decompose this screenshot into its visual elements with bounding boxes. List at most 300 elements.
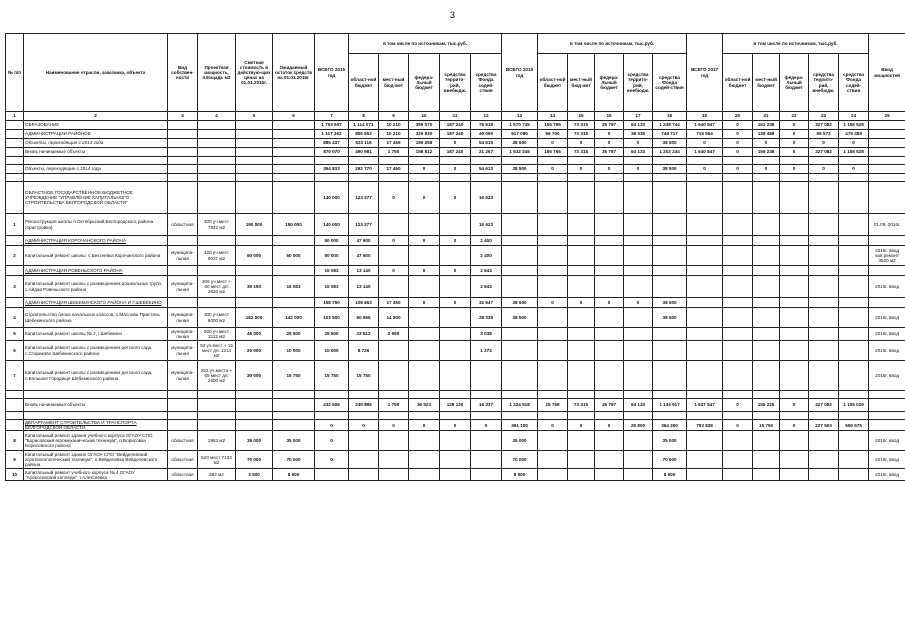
value-cell: 0 [595, 165, 624, 174]
value-cell [687, 469, 723, 481]
value-cell [440, 341, 471, 361]
value-cell: 14 500 [379, 308, 409, 328]
row-name-cell: ОБЛАСТНОЕ ГОСУДАРСТВЕННОЕ БЮДЖЕТНОЕ УЧРЕЖДЕНИЕ "УПРАВЛЕНИЕ КАПИТАЛЬНОГО СТРОИТЕЛЬСТВА БЕЛГОРОДСКОЙ ОБЛАСТИ" [24, 182, 168, 214]
row-number-cell: 8 [6, 431, 24, 451]
value-cell [471, 361, 502, 391]
value-cell: 0 [595, 130, 624, 139]
section-row [6, 130, 905, 139]
value-cell [568, 341, 595, 361]
value-cell [502, 276, 538, 298]
group-2015-header: в том числе по источникам, тыс.руб. [349, 34, 502, 54]
department-row [6, 266, 905, 276]
organization-row [6, 182, 905, 214]
value-cell [471, 174, 502, 182]
row-number-cell: 2 [6, 246, 24, 266]
value-cell [349, 157, 379, 165]
capacity-cell [198, 182, 236, 214]
value-cell [624, 391, 653, 399]
value-cell [687, 412, 723, 420]
value-cell [809, 236, 839, 246]
value-cell: 32 647 [471, 298, 502, 308]
owner-cell [168, 298, 198, 308]
capacity-cell [198, 130, 236, 139]
owner-cell: муниципа-льная [168, 328, 198, 341]
spacer-row [6, 174, 905, 182]
value-cell [624, 214, 653, 236]
value-cell [409, 308, 440, 328]
value-cell: 0 [723, 139, 753, 148]
commissioning-cell: 01.09. 2016г. [869, 214, 905, 236]
value-cell: 13 140 [349, 266, 379, 276]
value-cell [624, 266, 653, 276]
value-cell [568, 266, 595, 276]
value-cell: 0 [379, 266, 409, 276]
col-owner-header: Вид собствен-ности [168, 34, 198, 112]
value-cell: 187 240 [440, 121, 471, 130]
value-cell [687, 182, 723, 214]
commissioning-cell: 2015г. ввод [869, 276, 905, 298]
owner-cell [168, 165, 198, 174]
value-cell: 190 258 [409, 139, 440, 148]
value-cell [595, 469, 624, 481]
value-cell [502, 157, 538, 165]
value-cell [653, 341, 687, 361]
value-cell [780, 214, 809, 236]
value-cell: 142 000 [273, 308, 315, 328]
owner-cell [168, 139, 198, 148]
col-total-2016-header: ВСЕГО 2016 год [502, 34, 538, 112]
value-cell [624, 328, 653, 341]
value-cell: 70 000 [273, 451, 315, 469]
value-cell [568, 236, 595, 246]
value-cell: 15 750 [349, 361, 379, 391]
value-cell: 15 750 [315, 361, 349, 391]
value-cell [839, 246, 869, 266]
row-name-cell: Реконструкция школы п.Октябрьский Белгородского района (пристройка) [24, 214, 168, 236]
value-cell [809, 266, 839, 276]
owner-cell: муниципа-льная [168, 246, 198, 266]
row-name-cell: АДМИНИСТРАЦИЯ ШЕБЕКИНСКОГО РАЙОНА И Г.ШЕБЕКИНО [24, 298, 168, 308]
value-cell [315, 174, 349, 182]
value-cell [595, 236, 624, 246]
value-cell [687, 236, 723, 246]
value-cell: 45 000 [236, 328, 273, 341]
value-cell [538, 391, 568, 399]
value-cell [839, 182, 869, 214]
subtotal-row [6, 139, 905, 148]
commissioning-cell [869, 298, 905, 308]
value-cell [809, 246, 839, 266]
column-number-cell: 14 [538, 112, 568, 121]
value-cell: 917 085 [502, 130, 538, 139]
department-row [6, 236, 905, 246]
row-number-cell [6, 165, 24, 174]
col-remainder-header: Ожидаемый остаток средств на 01.01.2015г. [273, 34, 315, 112]
value-cell: 50 000 [236, 246, 273, 266]
value-cell [809, 174, 839, 182]
object-row [6, 361, 905, 391]
value-cell: 150 000 [273, 214, 315, 236]
value-cell: 0 [687, 165, 723, 174]
capacity-cell: 306 уч.мест + 60 мест д/с 2810 м2 [198, 276, 236, 298]
value-cell [409, 451, 440, 469]
value-cell [753, 174, 780, 182]
value-cell [236, 391, 273, 399]
value-cell: 3 038 [471, 328, 502, 341]
value-cell: 0 [723, 420, 753, 431]
value-cell [440, 246, 471, 266]
commissioning-cell [869, 174, 905, 182]
row-name-cell: Капитальный ремонт здания ОГАОУ СПО "Вейделевский агротехнологический техникум", п.Вейделевка Вейделевского района [24, 451, 168, 469]
value-cell: 0 [315, 420, 349, 431]
value-cell [502, 412, 538, 420]
commissioning-cell [869, 391, 905, 399]
row-number-cell: 9 [6, 451, 24, 469]
value-cell [538, 361, 568, 391]
value-cell [379, 174, 409, 182]
column-number-cell: 7 [315, 112, 349, 121]
value-cell [538, 276, 568, 298]
row-number-cell [6, 148, 24, 157]
value-cell [780, 341, 809, 361]
subtotal-row [6, 148, 905, 157]
column-number-cell: 13 [502, 112, 538, 121]
src-2015-header: федера-льный бюджет [409, 54, 440, 112]
value-cell [780, 157, 809, 165]
row-name-cell: Капитальный ремонт здания учебного корпуса ОГАОУ СПО "Борисовский агромеханический техникум", п.Борисовка Борисовского района [24, 431, 168, 451]
value-cell [568, 276, 595, 298]
owner-cell [168, 130, 198, 139]
src-2015-header: средства террито-рий, внебюдж. [440, 54, 471, 112]
value-cell: 70 000 [653, 451, 687, 469]
value-cell: 550 575 [839, 420, 869, 431]
row-number-cell [6, 121, 24, 130]
value-cell [595, 157, 624, 165]
value-cell [538, 328, 568, 341]
col-total-2017-header: ВСЕГО 2017 год [687, 34, 723, 112]
value-cell [809, 157, 839, 165]
value-cell [273, 391, 315, 399]
value-cell: 35 787 [595, 399, 624, 412]
owner-cell [168, 399, 198, 412]
object-row [6, 328, 905, 341]
value-cell: 123 377 [349, 214, 379, 236]
value-cell [502, 341, 538, 361]
value-cell [723, 266, 753, 276]
capacity-cell [198, 412, 236, 420]
value-cell: 0 [780, 165, 809, 174]
commissioning-cell: 2015г. ввод [869, 308, 905, 328]
value-cell [440, 174, 471, 182]
value-cell [753, 157, 780, 165]
column-number-cell: 19 [687, 112, 723, 121]
value-cell: 1 274 [471, 341, 502, 361]
value-cell: 0 [624, 139, 653, 148]
value-cell [753, 451, 780, 469]
value-cell: 16 623 [471, 214, 502, 236]
value-cell: 354 833 [315, 165, 349, 174]
value-cell [349, 174, 379, 182]
value-cell [236, 174, 273, 182]
owner-cell [168, 236, 198, 246]
value-cell: 1 750 [379, 399, 409, 412]
value-cell: 0 [409, 182, 440, 214]
owner-cell: областная [168, 431, 198, 451]
value-cell [409, 391, 440, 399]
value-cell [273, 165, 315, 174]
column-number-cell: 22 [780, 112, 809, 121]
value-cell: 73 315 [568, 121, 595, 130]
capacity-cell [198, 121, 236, 130]
value-cell [349, 431, 379, 451]
value-cell: 17 460 [379, 165, 409, 174]
row-name-cell: Объекты, переходящие с 2014 года [24, 139, 168, 148]
value-cell [379, 157, 409, 165]
capacity-cell [198, 165, 236, 174]
value-cell [568, 391, 595, 399]
capacity-cell: 420 уч.мест 9037 м2 [198, 246, 236, 266]
value-cell: 38 500 [502, 139, 538, 148]
value-cell [809, 341, 839, 361]
capacity-cell [198, 157, 236, 165]
src-2017-header: област-ной бюджет [723, 54, 753, 112]
value-cell: 56 700 [538, 130, 568, 139]
value-cell: 748 717 [653, 130, 687, 139]
row-number-cell [6, 412, 24, 420]
value-cell: 155 226 [753, 399, 780, 412]
owner-cell [168, 174, 198, 182]
value-cell [236, 148, 273, 157]
value-cell [723, 412, 753, 420]
value-cell [595, 174, 624, 182]
src-2015-header: средства Фонда содей-ствия [471, 54, 502, 112]
value-cell [624, 361, 653, 391]
column-number-cell: 12 [471, 112, 502, 121]
value-cell [379, 451, 409, 469]
value-cell: 38 500 [653, 308, 687, 328]
value-cell: 0 [538, 165, 568, 174]
commissioning-cell [869, 121, 905, 130]
col-name-header: Наименование отрасли, заказчика, объекта [24, 34, 168, 112]
value-cell [723, 182, 753, 214]
value-cell: 158 750 [315, 298, 349, 308]
value-cell [595, 182, 624, 214]
column-number-cell: 16 [595, 112, 624, 121]
src-2016-header: област-ной бюджет [538, 54, 568, 112]
column-number-cell: 2 [24, 112, 168, 121]
value-cell: 16 083 [315, 276, 349, 298]
value-cell [502, 266, 538, 276]
value-cell: 16 083 [273, 276, 315, 298]
object-row [6, 246, 905, 266]
value-cell [236, 139, 273, 148]
value-cell [753, 469, 780, 481]
value-cell [315, 157, 349, 165]
capacity-cell [198, 139, 236, 148]
value-cell [723, 308, 753, 328]
capacity-cell: 500 уч.мест 3112 м2 [198, 328, 236, 341]
capacity-cell: 93 уч.мест + 15 мест д/с 1214 м2 [198, 341, 236, 361]
row-name-cell: Капитальный ремонт школы с размещением детского сада, с.Большое Городище Шебекинского района [24, 361, 168, 391]
value-cell [595, 451, 624, 469]
row-name-cell: Вновь начинаемые объекты [24, 399, 168, 412]
row-number-cell: 4 [6, 308, 24, 328]
capacity-cell: 253 уч.места + 65 мест д/с 2600 м2 [198, 361, 236, 391]
value-cell [595, 246, 624, 266]
value-cell: 0 [538, 298, 568, 308]
value-cell [687, 214, 723, 236]
value-cell: 0 [723, 148, 753, 157]
value-cell: 36 523 [409, 399, 440, 412]
value-cell [502, 361, 538, 391]
value-cell [273, 121, 315, 130]
value-cell [753, 328, 780, 341]
value-cell [653, 276, 687, 298]
value-cell [839, 469, 869, 481]
value-cell [780, 391, 809, 399]
value-cell: 0 [440, 139, 471, 148]
col-capacity-header: Проектная мощность, площадь м2 [198, 34, 236, 112]
value-cell [723, 469, 753, 481]
value-cell: 190 000 [236, 214, 273, 236]
value-cell [568, 469, 595, 481]
value-cell [471, 431, 502, 451]
value-cell: 327 082 [809, 399, 839, 412]
value-cell: 2 950 [379, 328, 409, 341]
src-2016-header: средства террито-рий, внебюдж. [624, 54, 653, 112]
value-cell [653, 412, 687, 420]
commissioning-cell [869, 139, 905, 148]
value-cell: 0 [379, 420, 409, 431]
value-cell: 10 210 [379, 130, 409, 139]
value-cell [809, 469, 839, 481]
value-cell [502, 214, 538, 236]
value-cell: 35 000 [502, 431, 538, 451]
value-cell [538, 174, 568, 182]
value-cell: 1 532 245 [502, 148, 538, 157]
value-cell [568, 182, 595, 214]
value-cell: 1 134 917 [653, 399, 687, 412]
row-name-cell: Капитальный ремонт школы с размещением дошкольных групп, с.Айдар Ровеньского района [24, 276, 168, 298]
value-cell: 0 [349, 420, 379, 431]
value-cell [440, 214, 471, 236]
spacer-row [6, 391, 905, 399]
column-number-cell: 17 [624, 112, 653, 121]
value-cell [595, 341, 624, 361]
value-cell: 793 828 [687, 420, 723, 431]
value-cell [236, 130, 273, 139]
investment-program-table [5, 33, 905, 481]
value-cell [236, 412, 273, 420]
value-cell: 20 000 [236, 341, 273, 361]
value-cell [538, 431, 568, 451]
value-cell: 187 240 [440, 148, 471, 157]
value-cell: 490 981 [349, 148, 379, 157]
row-number-cell [6, 182, 24, 214]
value-cell: 15 768 [538, 399, 568, 412]
value-cell: 64 133 [624, 399, 653, 412]
owner-cell [168, 121, 198, 130]
value-cell [595, 328, 624, 341]
owner-cell [168, 412, 198, 420]
value-cell: 16 623 [471, 182, 502, 214]
value-cell [538, 451, 568, 469]
value-cell [624, 236, 653, 246]
value-cell [809, 361, 839, 391]
value-cell: 0 [780, 148, 809, 157]
column-number-cell: 4 [198, 112, 236, 121]
col-total-2015-header: ВСЕГО 2015 год [315, 34, 349, 112]
value-cell [409, 341, 440, 361]
value-cell: 1 158 528 [839, 121, 869, 130]
total-row [6, 399, 905, 412]
value-cell: 0 [687, 139, 723, 148]
value-cell [723, 361, 753, 391]
value-cell: 0 [440, 266, 471, 276]
value-cell [753, 214, 780, 236]
value-cell: 0 [538, 139, 568, 148]
value-cell: 158 812 [409, 148, 440, 157]
row-name-cell: АДМИНИСТРАЦИЯ РОВЕНЬСКОГО РАЙОНА [24, 266, 168, 276]
value-cell [502, 246, 538, 266]
value-cell: 2 400 [471, 246, 502, 266]
src-2017-header: федера-льный бюджет [780, 54, 809, 112]
value-cell [538, 214, 568, 236]
value-cell [780, 469, 809, 481]
column-number-cell: 25 [869, 112, 905, 121]
value-cell [780, 308, 809, 328]
value-cell [409, 214, 440, 236]
value-cell [839, 361, 869, 391]
row-number-cell [6, 139, 24, 148]
capacity-cell [198, 399, 236, 412]
value-cell: 155 238 [753, 148, 780, 157]
object-row [6, 308, 905, 328]
value-cell: 38 500 [502, 165, 538, 174]
col-num-header: № п/п [6, 34, 24, 112]
value-cell [568, 246, 595, 266]
value-cell [538, 412, 568, 420]
value-cell: 1 158 528 [839, 148, 869, 157]
value-cell [440, 431, 471, 451]
owner-cell: муниципа-льная [168, 308, 198, 328]
value-cell: 327 082 [809, 148, 839, 157]
subtotal-row [6, 165, 905, 174]
owner-cell: областная [168, 469, 198, 481]
value-cell: 128 130 [440, 399, 471, 412]
value-cell: 162 000 [236, 308, 273, 328]
value-cell [753, 266, 780, 276]
value-cell [409, 469, 440, 481]
value-cell: 0 [568, 165, 595, 174]
value-cell [595, 412, 624, 420]
value-cell: 35 787 [595, 148, 624, 157]
value-cell [538, 157, 568, 165]
row-name-cell: Вновь начинаемые объекты [24, 148, 168, 157]
value-cell [273, 412, 315, 420]
value-cell [809, 298, 839, 308]
value-cell [273, 130, 315, 139]
column-number-cell: 24 [839, 112, 869, 121]
value-cell [687, 341, 723, 361]
value-cell [753, 276, 780, 298]
value-cell [409, 246, 440, 266]
value-cell [839, 308, 869, 328]
value-cell [839, 412, 869, 420]
value-cell: 0 [839, 139, 869, 148]
row-name-cell [24, 157, 168, 165]
value-cell: 0 [538, 420, 568, 431]
